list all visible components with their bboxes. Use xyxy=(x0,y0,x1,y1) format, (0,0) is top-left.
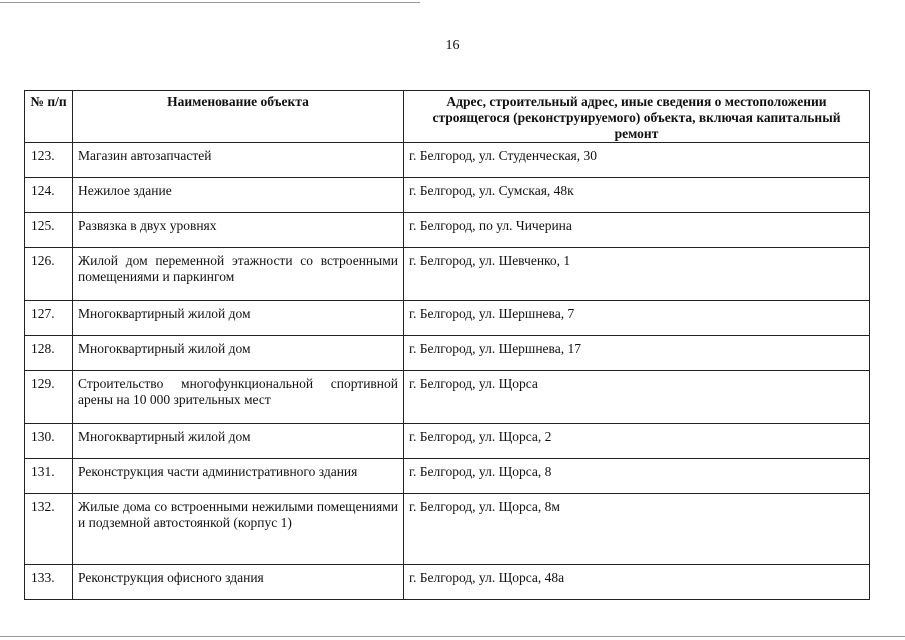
row-name: Жилой дом переменной этажности со встроенными помещениями и паркингом xyxy=(73,248,404,301)
row-address: г. Белгород, ул. Шершнева, 7 xyxy=(404,301,870,336)
row-address: г. Белгород, ул. Щорса, 8 xyxy=(404,459,870,494)
row-num: 125. xyxy=(25,213,73,248)
row-address: г. Белгород, ул. Щорса, 48а xyxy=(404,565,870,600)
table-row xyxy=(25,178,870,213)
row-name: Реконструкция части административного здания xyxy=(73,459,404,494)
row-num: 133. xyxy=(25,565,73,600)
table-row xyxy=(25,565,870,600)
row-address: г. Белгород, ул. Щорса xyxy=(404,371,870,424)
objects-table xyxy=(24,90,870,600)
scan-artifact-line xyxy=(0,2,420,3)
row-name: Нежилое здание xyxy=(73,178,404,213)
table-row xyxy=(25,459,870,494)
row-address: г. Белгород, по ул. Чичерина xyxy=(404,213,870,248)
row-num: 131. xyxy=(25,459,73,494)
row-name: Многоквартирный жилой дом xyxy=(73,424,404,459)
row-num: 126. xyxy=(25,248,73,301)
page-number: 16 xyxy=(445,38,460,53)
row-address: г. Белгород, ул. Студенческая, 30 xyxy=(404,143,870,178)
row-address: г. Белгород, ул. Шершнева, 17 xyxy=(404,336,870,371)
table-row xyxy=(25,213,870,248)
table-row xyxy=(25,143,870,178)
table-row xyxy=(25,301,870,336)
row-address: г. Белгород, ул. Щорса, 2 xyxy=(404,424,870,459)
row-name: Строительство многофункциональной спортивной арены на 10 000 зрительных мест xyxy=(73,371,404,424)
row-address: г. Белгород, ул. Щорса, 8м xyxy=(404,494,870,565)
row-num: 130. xyxy=(25,424,73,459)
row-name: Жилые дома со встроенными нежилыми помещениями и подземной автостоянкой (корпус 1) xyxy=(73,494,404,565)
table-row xyxy=(25,371,870,424)
table-row xyxy=(25,424,870,459)
header-address: Адрес, строительный адрес, иные сведения о местоположении строящегося (реконструируемого) объекта, включая капитальный ремонт xyxy=(404,91,870,143)
row-num: 128. xyxy=(25,336,73,371)
row-name: Магазин автозапчастей xyxy=(73,143,404,178)
row-num: 127. xyxy=(25,301,73,336)
scan-artifact-line xyxy=(0,636,905,637)
table-header-row xyxy=(25,91,870,143)
table-row xyxy=(25,336,870,371)
row-name: Многоквартирный жилой дом xyxy=(73,301,404,336)
row-num: 129. xyxy=(25,371,73,424)
table-row xyxy=(25,494,870,565)
table-row xyxy=(25,248,870,301)
row-name: Многоквартирный жилой дом xyxy=(73,336,404,371)
row-name: Реконструкция офисного здания xyxy=(73,565,404,600)
header-num: № п/п xyxy=(25,91,73,143)
header-name: Наименование объекта xyxy=(73,91,404,143)
row-address: г. Белгород, ул. Шевченко, 1 xyxy=(404,248,870,301)
row-name: Развязка в двух уровнях xyxy=(73,213,404,248)
row-num: 132. xyxy=(25,494,73,565)
row-num: 124. xyxy=(25,178,73,213)
row-address: г. Белгород, ул. Сумская, 48к xyxy=(404,178,870,213)
row-num: 123. xyxy=(25,143,73,178)
